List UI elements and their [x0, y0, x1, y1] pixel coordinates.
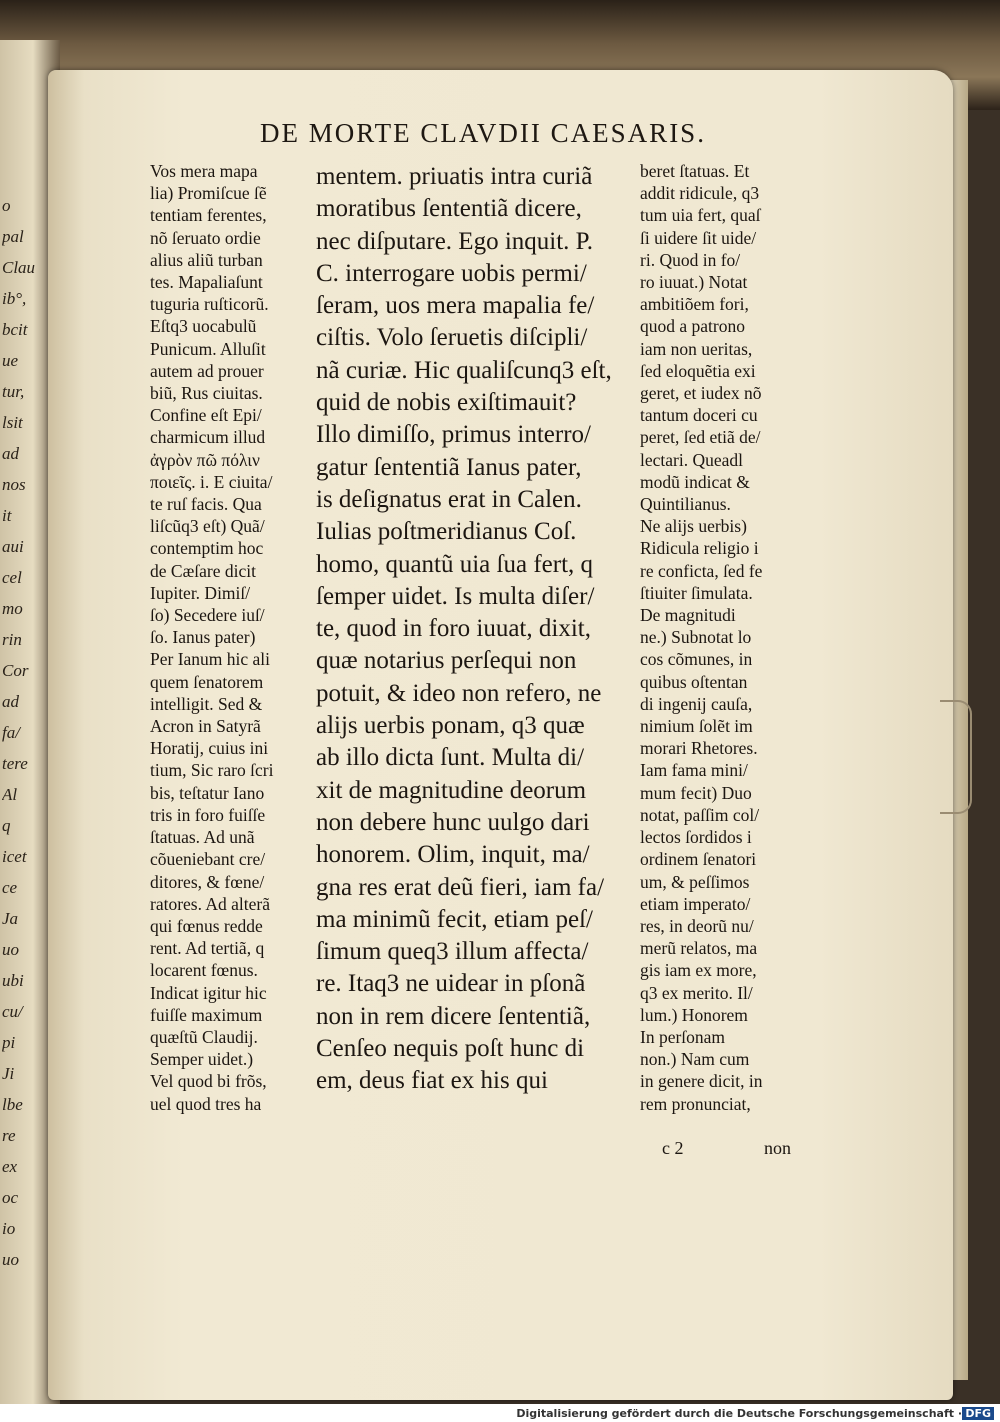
- text-line: ἀγρὸν πῶ πόλιν: [150, 449, 260, 470]
- fragment-line: o: [2, 196, 11, 215]
- fragment-line: io: [2, 1219, 16, 1238]
- text-line: nec diſputare. Ego inquit. P.: [316, 227, 594, 255]
- text-line: Semper uidet.): [150, 1049, 254, 1070]
- dfg-logo: DFG: [962, 1407, 994, 1420]
- text-line: em, deus fiat ex his qui: [316, 1067, 548, 1095]
- text-line: gna res erat deũ fieri, iam fa/: [316, 873, 605, 901]
- text-line: tum uia fert, quaſ: [640, 205, 761, 226]
- fragment-line: ex: [2, 1157, 18, 1176]
- text-line: peret, ſed etiã de/: [640, 427, 761, 448]
- text-line: is deſignatus erat in Calen.: [316, 485, 582, 513]
- text-line: quæ notarius perſequi non: [316, 647, 577, 675]
- text-line: ciſtis. Volo ſeruetis diſcipli/: [316, 324, 588, 352]
- text-line: Vos mera mapa: [150, 161, 258, 181]
- text-line: re conficta, ſed fe: [640, 560, 763, 581]
- fragment-line: pi: [2, 1033, 16, 1052]
- text-line: um, & peſſimos: [640, 871, 750, 892]
- fragment-line: pal: [2, 227, 24, 246]
- text-line: non.) Nam cum: [640, 1049, 750, 1070]
- text-line: ri. Quod in fo/: [640, 249, 741, 270]
- text-line: mentem. priuatis intra curiã: [316, 163, 593, 190]
- text-line: ditores, & fœne/: [150, 871, 265, 892]
- text-line: ſed eloquẽtia exi: [640, 360, 756, 381]
- text-line: iam non ueritas,: [640, 338, 753, 359]
- text-line: ab illo dicta ſunt. Multa di/: [316, 744, 585, 772]
- text-line: tes. Mapaliaſunt: [150, 272, 263, 293]
- text-line: Indicat igitur hic: [150, 982, 267, 1003]
- text-line: honorem. Olim, inquit, ma/: [316, 841, 590, 869]
- text-line: ordinem ſenatori: [640, 849, 757, 870]
- running-header: DE MORTE CLAVDII CAESARIS.: [260, 118, 706, 148]
- text-line: Ne alijs uerbis): [640, 516, 747, 537]
- text-line: ſtatuas. Ad unã: [150, 827, 255, 848]
- text-line: de Cæſare dicit: [150, 560, 256, 581]
- text-line: Vel quod bi frõs,: [150, 1071, 267, 1092]
- text-line: cos cõmunes, in: [640, 649, 753, 670]
- fragment-line: Cor: [2, 661, 29, 680]
- text-line: alius aliũ turban: [150, 249, 263, 270]
- text-line: locarent fœnus.: [150, 960, 258, 981]
- text-line: C. interrogare uobis permi/: [316, 259, 587, 287]
- text-line: quem ſenatorem: [150, 671, 264, 692]
- text-line: fuiſſe maximum: [150, 1004, 263, 1025]
- text-line: contemptim hoc: [150, 538, 264, 559]
- text-line: ſeram, uos mera mapalia fe/: [316, 292, 595, 320]
- fragment-line: lsit: [2, 413, 23, 432]
- text-line: lectos ſordidos i: [640, 827, 752, 848]
- fragment-line: re: [2, 1126, 16, 1145]
- text-line: rent. Ad tertiã, q: [150, 938, 265, 959]
- footer-credit: Digitalisierung gefördert durch die Deutsche Forschungsgemeinschaft ·: [516, 1407, 962, 1420]
- text-line: in genere dicit, in: [640, 1071, 763, 1092]
- page-clip: [940, 700, 972, 814]
- text-line: ποιεῖς. i. E ciuita/: [150, 471, 273, 492]
- text-line: notat, paſſim col/: [640, 804, 760, 825]
- text-line: nã curiæ. Hic qualiſcunq3 eſt,: [316, 356, 612, 384]
- main-text-column: [316, 161, 636, 1098]
- text-line: re. Itaq3 ne uidear in pſonã: [316, 970, 586, 998]
- text-line: In perſonam: [640, 1026, 726, 1047]
- text-line: geret, et iudex nõ: [640, 383, 762, 404]
- fragment-line: cu/: [2, 1002, 23, 1021]
- text-line: gis iam ex more,: [640, 960, 757, 981]
- text-line: moratibus ſententiã dicere,: [316, 195, 582, 223]
- text-line: Cenſeo nequis poſt hunc di: [316, 1035, 585, 1063]
- text-line: intelligit. Sed &: [150, 693, 263, 714]
- footer-bar: [0, 1404, 1000, 1422]
- text-line: quid de nobis exiſtimauit?: [316, 389, 577, 417]
- fragment-line: Ja: [2, 909, 19, 928]
- fragment-line: ue: [2, 351, 19, 370]
- fragment-line: ad: [2, 444, 19, 463]
- fragment-line: nos: [2, 475, 26, 494]
- text-line: nimium ſolẽt im: [640, 716, 753, 737]
- fragment-line: ce: [2, 878, 18, 897]
- text-line: modũ indicat &: [640, 471, 750, 492]
- text-line: ſo) Secedere iuſ/: [150, 605, 265, 626]
- fragment-line: Clau: [2, 258, 36, 277]
- fragment-line: ubi: [2, 971, 24, 990]
- fragment-line: Ji: [2, 1064, 15, 1083]
- text-line: ambitiõem fori,: [640, 294, 749, 315]
- fragment-line: ad: [2, 692, 19, 711]
- text-line: tantum doceri cu: [640, 405, 758, 426]
- text-line: tris in foro fuiſſe: [150, 804, 266, 825]
- text-line: quod a patrono: [640, 316, 745, 337]
- text-line: ne.) Subnotat lo: [640, 627, 752, 648]
- text-line: Horatij, cuius ini: [150, 738, 269, 759]
- text-line: tuguria ruſticorũ.: [150, 294, 269, 315]
- text-line: merũ relatos, ma: [640, 938, 758, 959]
- fragment-line: fa/: [2, 723, 20, 742]
- fragment-line: bcit: [2, 320, 28, 339]
- text-line: di ingenij cauſa,: [640, 693, 753, 714]
- text-line: qui fœnus redde: [150, 915, 263, 936]
- commentary-right-column: [640, 160, 800, 1115]
- fragment-line: icet: [2, 847, 27, 866]
- fragment-line: uo: [2, 940, 19, 959]
- text-line: Acron in Satyrã: [150, 716, 261, 737]
- fragment-line: cel: [2, 568, 22, 587]
- text-line: Punicum. Alluſit: [150, 338, 266, 359]
- text-line: ſimum queq3 illum affecta/: [316, 938, 589, 966]
- text-line: quibus oſtentan: [640, 671, 748, 692]
- text-line: non debere hunc uulgo dari: [316, 808, 590, 836]
- text-line: etiam imperato/: [640, 893, 751, 914]
- text-line: xit de magnitudine deorum: [316, 776, 587, 804]
- text-line: Eſtq3 uocabulũ: [150, 316, 257, 337]
- text-line: uel quod tres ha: [150, 1093, 262, 1114]
- text-line: Quintilianus.: [640, 494, 731, 515]
- text-line: Illo dimiſſo, primus interro/: [316, 421, 591, 449]
- text-line: morari Rhetores.: [640, 738, 758, 759]
- text-line: addit ridicule, q3: [640, 183, 760, 204]
- text-line: bis, teſtatur Iano: [150, 782, 265, 803]
- text-line: liſcũq3 eſt) Quã/: [150, 516, 265, 537]
- fragment-line: aui: [2, 537, 24, 556]
- text-line: ratores. Ad alterã: [150, 893, 271, 914]
- text-line: De magnitudi: [640, 605, 736, 626]
- catchword: non: [764, 1138, 791, 1158]
- text-line: res, in deorũ nu/: [640, 915, 754, 936]
- text-line: ſo. Ianus pater): [150, 627, 256, 648]
- text-line: ma minimũ fecit, etiam peſ/: [316, 905, 594, 933]
- text-line: charmicum illud: [150, 427, 266, 448]
- text-line: lum.) Honorem: [640, 1004, 748, 1025]
- text-line: te ruſ facis. Qua: [150, 494, 262, 515]
- text-line: tium, Sic raro ſcri: [150, 760, 274, 781]
- fragment-line: mo: [2, 599, 23, 618]
- text-line: alijs uerbis ponam, q3 quæ: [316, 712, 585, 740]
- signature-line: [662, 1138, 791, 1159]
- text-line: autem ad prouer: [150, 360, 264, 381]
- fragment-line: ib°,: [2, 289, 27, 308]
- fragment-line: oc: [2, 1188, 19, 1207]
- text-line: gatur ſententiã Ianus pater,: [316, 453, 582, 481]
- fragment-line: lbe: [2, 1095, 23, 1114]
- text-line: ro iuuat.) Notat: [640, 272, 748, 293]
- text-line: ſemper uidet. Is multa diſer/: [316, 582, 595, 610]
- text-line: rem pronunciat,: [640, 1093, 751, 1114]
- fragment-line: tur,: [2, 382, 25, 401]
- text-line: ſi uidere ſit uide/: [640, 227, 757, 248]
- text-line: Confine eſt Epi/: [150, 405, 262, 426]
- text-line: te, quod in foro iuuat, dixit,: [316, 615, 591, 643]
- text-line: lectari. Queadl: [640, 449, 744, 470]
- text-line: lia) Promiſcue ſẽ: [150, 183, 267, 204]
- left-page-fragments: [2, 190, 36, 1275]
- text-line: nõ ſeruato ordie: [150, 227, 261, 248]
- text-line: mum fecit) Duo: [640, 782, 752, 803]
- text-line: ſtiuiter ſimulata.: [640, 582, 753, 603]
- text-line: beret ſtatuas. Et: [640, 161, 750, 181]
- signature-mark: c 2: [662, 1138, 684, 1158]
- text-line: non in rem dicere ſententiã,: [316, 1002, 591, 1030]
- fragment-line: uo: [2, 1250, 19, 1269]
- text-line: cõueniebant cre/: [150, 849, 266, 870]
- text-line: Per Ianum hic ali: [150, 649, 271, 670]
- text-line: quæſtũ Claudij.: [150, 1026, 258, 1047]
- text-line: Ridicula religio i: [640, 538, 759, 559]
- text-line: tentiam ferentes,: [150, 205, 267, 226]
- text-line: Iam fama mini/: [640, 760, 748, 781]
- fragment-line: Al: [2, 785, 18, 804]
- fragment-line: rin: [2, 630, 22, 649]
- text-line: potuit, & ideo non refero, ne: [316, 679, 602, 707]
- fragment-line: it: [2, 506, 12, 525]
- text-line: homo, quantũ uia ſua fert, q: [316, 550, 594, 578]
- text-line: Iupiter. Dimiſ/: [150, 582, 251, 603]
- text-line: Iulias poſtmeridianus Coſ.: [316, 518, 577, 546]
- commentary-left-column: [150, 160, 310, 1115]
- text-line: biũ, Rus ciuitas.: [150, 383, 263, 404]
- text-line: q3 ex merito. Il/: [640, 982, 753, 1003]
- fragment-line: q: [2, 816, 11, 835]
- fragment-line: tere: [2, 754, 28, 773]
